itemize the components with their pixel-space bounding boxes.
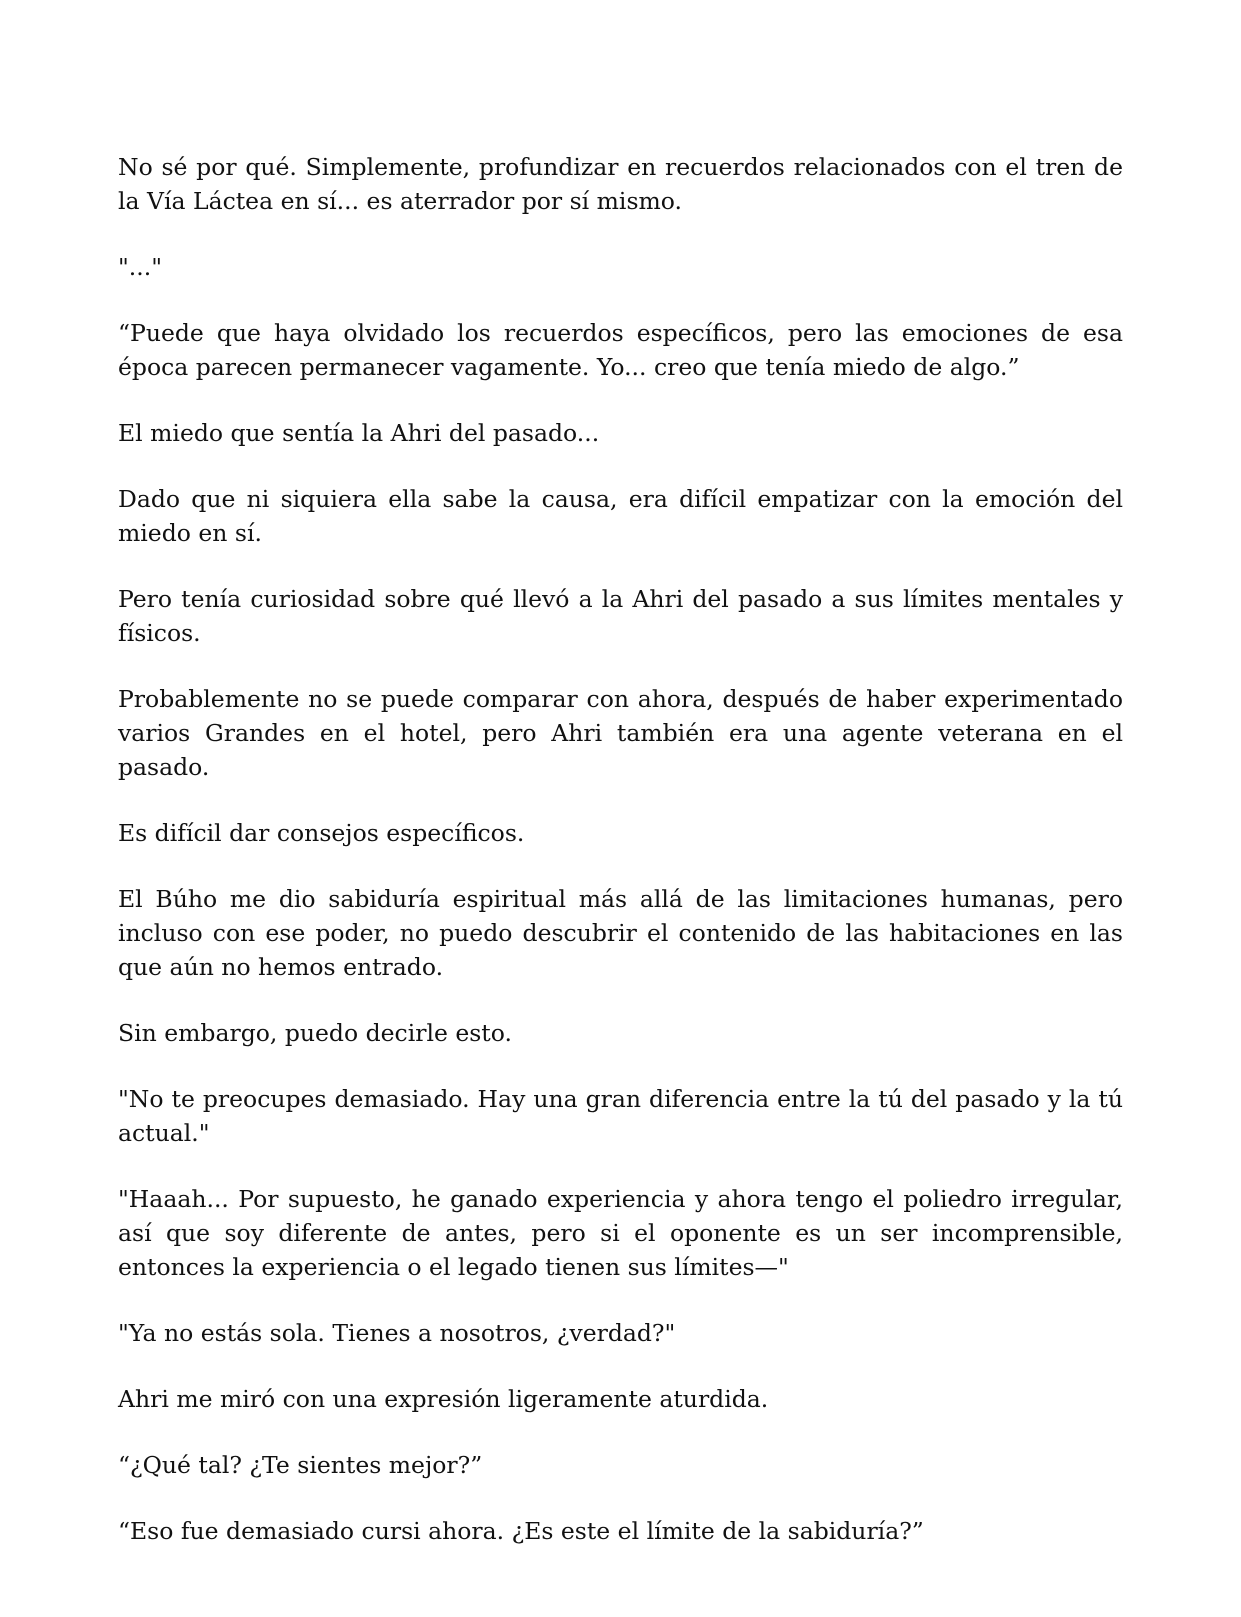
paragraph: "Ya no estás sola. Tienes a nosotros, ¿verdad?" <box>118 1319 676 1347</box>
paragraph: "Haaah... Por supuesto, he ganado experiencia y ahora tengo el poliedro irregular, así que soy diferente de antes, pero si el oponente es un ser incomprensible, entonces la experiencia o el legado tienen sus límites—" <box>118 1185 1123 1281</box>
paragraph: El Búho me dio sabiduría espiritual más allá de las limitaciones humanas, pero incluso con ese poder, no puedo descubrir el contenido de las habitaciones en las que aún no hemos entrado. <box>118 885 1123 981</box>
document-body <box>118 150 1123 1548</box>
paragraph: Dado que ni siquiera ella sabe la causa, era difícil empatizar con la emoción del miedo en sí. <box>118 485 1123 547</box>
paragraph: El miedo que sentía la Ahri del pasado... <box>118 419 600 447</box>
paragraph: Es difícil dar consejos específicos. <box>118 819 525 847</box>
paragraph: "No te preocupes demasiado. Hay una gran diferencia entre la tú del pasado y la tú actual." <box>118 1085 1123 1147</box>
paragraph: “Puede que haya olvidado los recuerdos específicos, pero las emociones de esa época parecen permanecer vagamente. Yo... creo que tenía miedo de algo.” <box>118 319 1123 381</box>
paragraph: No sé por qué. Simplemente, profundizar en recuerdos relacionados con el tren de la Vía Láctea en sí... es aterrador por sí mismo. <box>118 153 1123 215</box>
paragraph: Sin embargo, puedo decirle esto. <box>118 1019 512 1047</box>
paragraph: Pero tenía curiosidad sobre qué llevó a la Ahri del pasado a sus límites mentales y físicos. <box>118 585 1123 647</box>
paragraph: Probablemente no se puede comparar con ahora, después de haber experimentado varios Grandes en el hotel, pero Ahri también era una agente veterana en el pasado. <box>118 685 1123 781</box>
paragraph: “¿Qué tal? ¿Te sientes mejor?” <box>118 1451 483 1479</box>
paragraph: Ahri me miró con una expresión ligeramente aturdida. <box>118 1385 769 1413</box>
paragraph: "..." <box>118 253 163 281</box>
paragraph: “Eso fue demasiado cursi ahora. ¿Es este el límite de la sabiduría?” <box>118 1517 924 1545</box>
